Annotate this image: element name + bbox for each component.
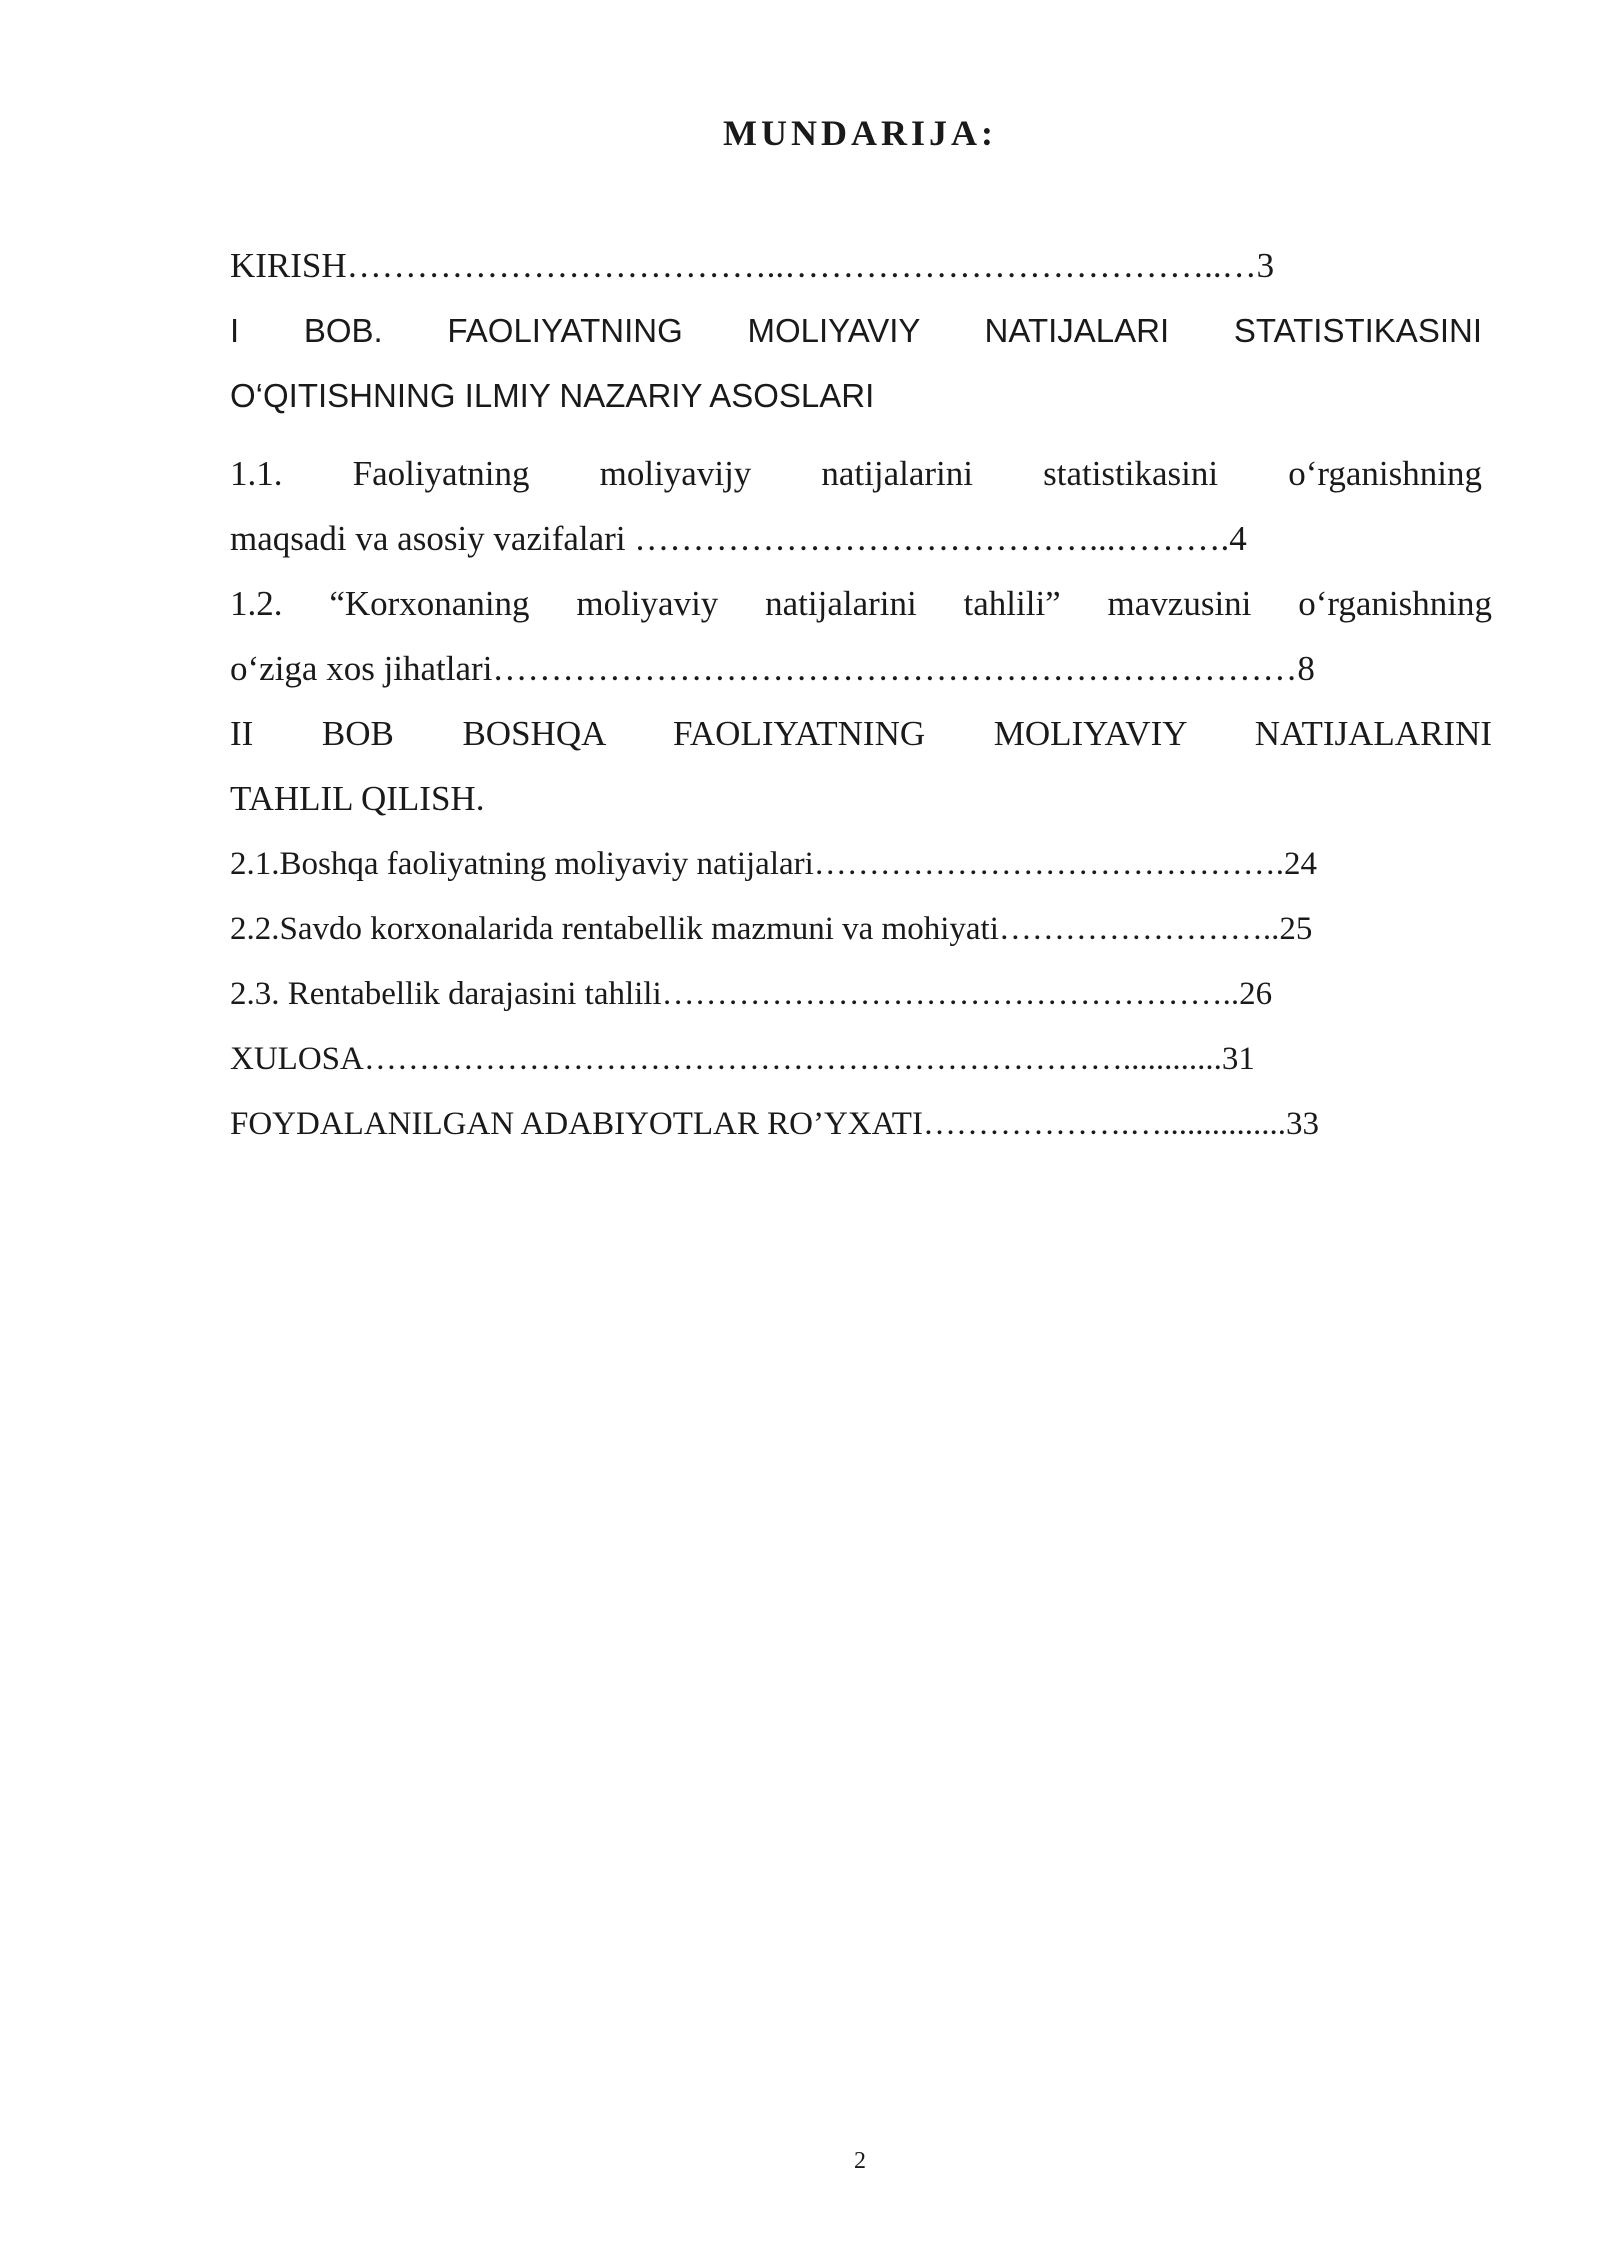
toc-entry-chapter2-line1: II BOB BOSHQA FAOLIYATNING MOLIYAVIY NATIJALARINI: [230, 714, 1492, 753]
toc-entry-xulosa: XULOSA……………………………………………………………............31: [230, 1041, 1255, 1077]
toc-entry-chapter1-line2: O‘QITISHNING ILMIY NAZARIY ASOSLARI: [230, 377, 875, 414]
page-number: 2: [854, 2148, 866, 2174]
page-title: MUNDARIJA:: [723, 113, 997, 153]
toc-entry-chapter1-line1: I BOB. FAOLIYATNING MOLIYAVIY NATIJALARI STATISTIKASINI: [230, 312, 1482, 349]
toc-entry-2-1: 2.1.Boshqa faoliyatning moliyaviy natijalari…………………………………….24: [230, 846, 1318, 882]
toc-entry-1-1-line2: maqsadi va asosiy vazifalari …………………………………...……….4: [230, 519, 1247, 558]
toc-entry-chapter2-line2: TAHLIL QILISH.: [230, 779, 485, 818]
toc-entry-1-1-line1: 1.1. Faoliyatning moliyavijy natijalarini statistikasini o‘rganishning: [230, 454, 1482, 493]
toc-entry-1-2-line2: o‘ziga xos jihatlari……………………………………………………………8: [230, 649, 1315, 688]
toc-entry-references: FOYDALANILGAN ADABIYOTLAR RO’YXATI……………….…...............33: [230, 1106, 1319, 1142]
toc-entry-kirish: KIRISH………………………………..………………………………..…3: [230, 246, 1275, 285]
toc-entry-1-2-line1: 1.2. “Korxonaning moliyaviy natijalarini tahlili” mavzusini o‘rganishning: [230, 584, 1492, 623]
toc-entry-2-3: 2.3. Rentabellik darajasini tahlili……………………………………………..26: [230, 976, 1273, 1012]
toc-entry-2-2: 2.2.Savdo korxonalarida rentabellik mazmuni va mohiyati……………………..25: [230, 911, 1313, 947]
